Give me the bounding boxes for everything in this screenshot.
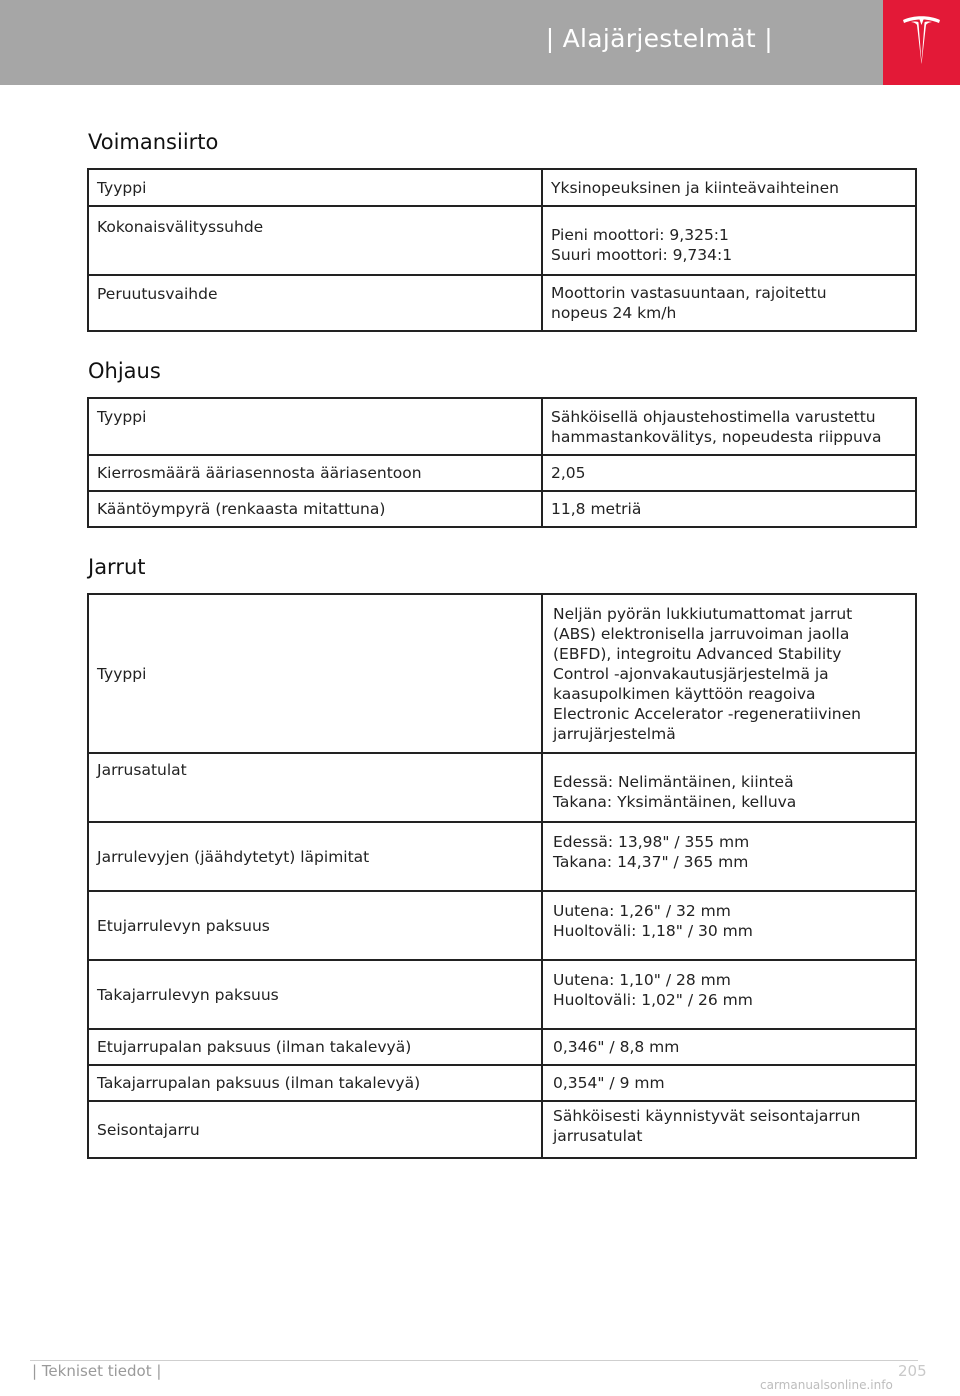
spec-value-line: hammastankovälitys, nopeudesta riippuva xyxy=(551,427,882,446)
spec-value xyxy=(542,1101,916,1158)
table-row xyxy=(88,398,916,455)
spec-value-line: 0,354" / 9 mm xyxy=(553,1074,665,1092)
spec-key: Seisontajarru xyxy=(88,1101,542,1158)
spec-value-line: Huoltoväli: 1,18" / 30 mm xyxy=(553,921,753,940)
spec-value-line: Electronic Accelerator -regeneratiivinen xyxy=(553,704,861,723)
spec-value xyxy=(542,594,916,753)
spec-value xyxy=(542,275,916,331)
table-row xyxy=(88,1101,916,1158)
spec-value-line: Edessä: 13,98" / 355 mm xyxy=(553,832,750,851)
table-row xyxy=(88,455,916,491)
table-row xyxy=(88,960,916,1029)
spec-value-line: Huoltoväli: 1,02" / 26 mm xyxy=(553,990,753,1009)
spec-value-line: Takana: Yksimäntäinen, kelluva xyxy=(553,792,797,811)
table-row xyxy=(88,1065,916,1101)
spec-value-line: 0,346" / 8,8 mm xyxy=(553,1038,680,1056)
spec-key: Etujarrulevyn paksuus xyxy=(88,891,542,960)
table-row xyxy=(88,594,916,753)
spec-key: Tyyppi xyxy=(88,398,542,455)
table-row xyxy=(88,491,916,527)
spec-value-line: kaasupolkimen käyttöön reagoiva xyxy=(553,684,816,703)
spec-key: Tyyppi xyxy=(88,594,542,753)
spec-value xyxy=(542,891,916,960)
spec-value-line: Uutena: 1,26" / 32 mm xyxy=(553,901,731,920)
watermark: carmanualsonline.info xyxy=(760,1378,893,1392)
section-title-jarrut: Jarrut xyxy=(88,555,146,579)
spec-table-jarrut xyxy=(87,593,917,1159)
spec-value xyxy=(542,753,916,822)
spec-value-line: (ABS) elektronisella jarruvoiman jaolla xyxy=(553,624,850,643)
spec-key: Jarrusatulat xyxy=(88,753,542,822)
footer-chapter-label: | Tekniset tiedot | xyxy=(32,1362,162,1380)
table-row xyxy=(88,753,916,822)
spec-value-line: Control -ajonvakautusjärjestelmä ja xyxy=(553,664,829,683)
spec-value xyxy=(542,398,916,455)
spec-key: Kierrosmäärä ääriasennosta ääriasentoon xyxy=(88,455,542,491)
table-row xyxy=(88,275,916,331)
spec-key: Takajarrulevyn paksuus xyxy=(88,960,542,1029)
spec-value-line: Moottorin vastasuuntaan, rajoitettu xyxy=(551,284,827,302)
spec-table-voimansiirto xyxy=(87,168,917,332)
spec-table-ohjaus xyxy=(87,397,917,528)
table-row xyxy=(88,169,916,206)
spec-value xyxy=(542,455,916,491)
spec-value-line: 2,05 xyxy=(551,464,586,482)
spec-key: Jarrulevyjen (jäähdytetyt) läpimitat xyxy=(88,822,542,891)
section-title-voimansiirto: Voimansiirto xyxy=(88,130,219,154)
spec-value-line: Neljän pyörän lukkiutumattomat jarrut xyxy=(553,604,853,623)
spec-key: Kokonaisvälityssuhde xyxy=(88,206,542,275)
spec-value xyxy=(542,1029,916,1065)
spec-value-line: Uutena: 1,10" / 28 mm xyxy=(553,970,731,989)
spec-value-line: jarrujärjestelmä xyxy=(553,724,676,743)
page-number: 205 xyxy=(898,1362,927,1380)
section-title-ohjaus: Ohjaus xyxy=(88,359,161,383)
table-row xyxy=(88,891,916,960)
spec-value xyxy=(542,1065,916,1101)
spec-value-line: Sähköisellä ohjaustehostimella varustettu xyxy=(551,407,876,426)
spec-value-line: nopeus 24 km/h xyxy=(551,304,677,322)
table-row xyxy=(88,1029,916,1065)
spec-value-line: Sähköisesti käynnistyvät seisontajarrun xyxy=(553,1106,861,1125)
spec-value-line: Pieni moottori: 9,325:1 xyxy=(551,225,729,244)
tesla-logo-icon xyxy=(901,14,942,66)
brand-logo xyxy=(883,0,960,85)
spec-key: Peruutusvaihde xyxy=(88,275,542,331)
table-row xyxy=(88,822,916,891)
footer-divider xyxy=(30,1360,918,1361)
spec-key: Takajarrupalan paksuus (ilman takalevyä) xyxy=(88,1065,542,1101)
spec-value xyxy=(542,960,916,1029)
spec-value-line: jarrusatulat xyxy=(553,1126,643,1145)
spec-value xyxy=(542,206,916,275)
spec-value-line: Yksinopeuksinen ja kiinteävaihteinen xyxy=(551,178,839,197)
spec-value xyxy=(542,169,916,206)
spec-value-line: Suuri moottori: 9,734:1 xyxy=(551,245,733,264)
page-section-title: | Alajärjestelmät | xyxy=(545,24,773,53)
spec-key: Kääntöympyrä (renkaasta mitattuna) xyxy=(88,491,542,527)
header-band xyxy=(0,0,883,85)
spec-key: Etujarrupalan paksuus (ilman takalevyä) xyxy=(88,1029,542,1065)
spec-key: Tyyppi xyxy=(88,169,542,206)
table-row xyxy=(88,206,916,275)
spec-value xyxy=(542,491,916,527)
spec-value-line: Takana: 14,37" / 365 mm xyxy=(553,852,749,871)
spec-value-line: (EBFD), integroitu Advanced Stability xyxy=(553,644,842,663)
spec-value-line: 11,8 metriä xyxy=(551,500,642,518)
spec-value xyxy=(542,822,916,891)
spec-value-line: Edessä: Nelimäntäinen, kiinteä xyxy=(553,772,794,791)
